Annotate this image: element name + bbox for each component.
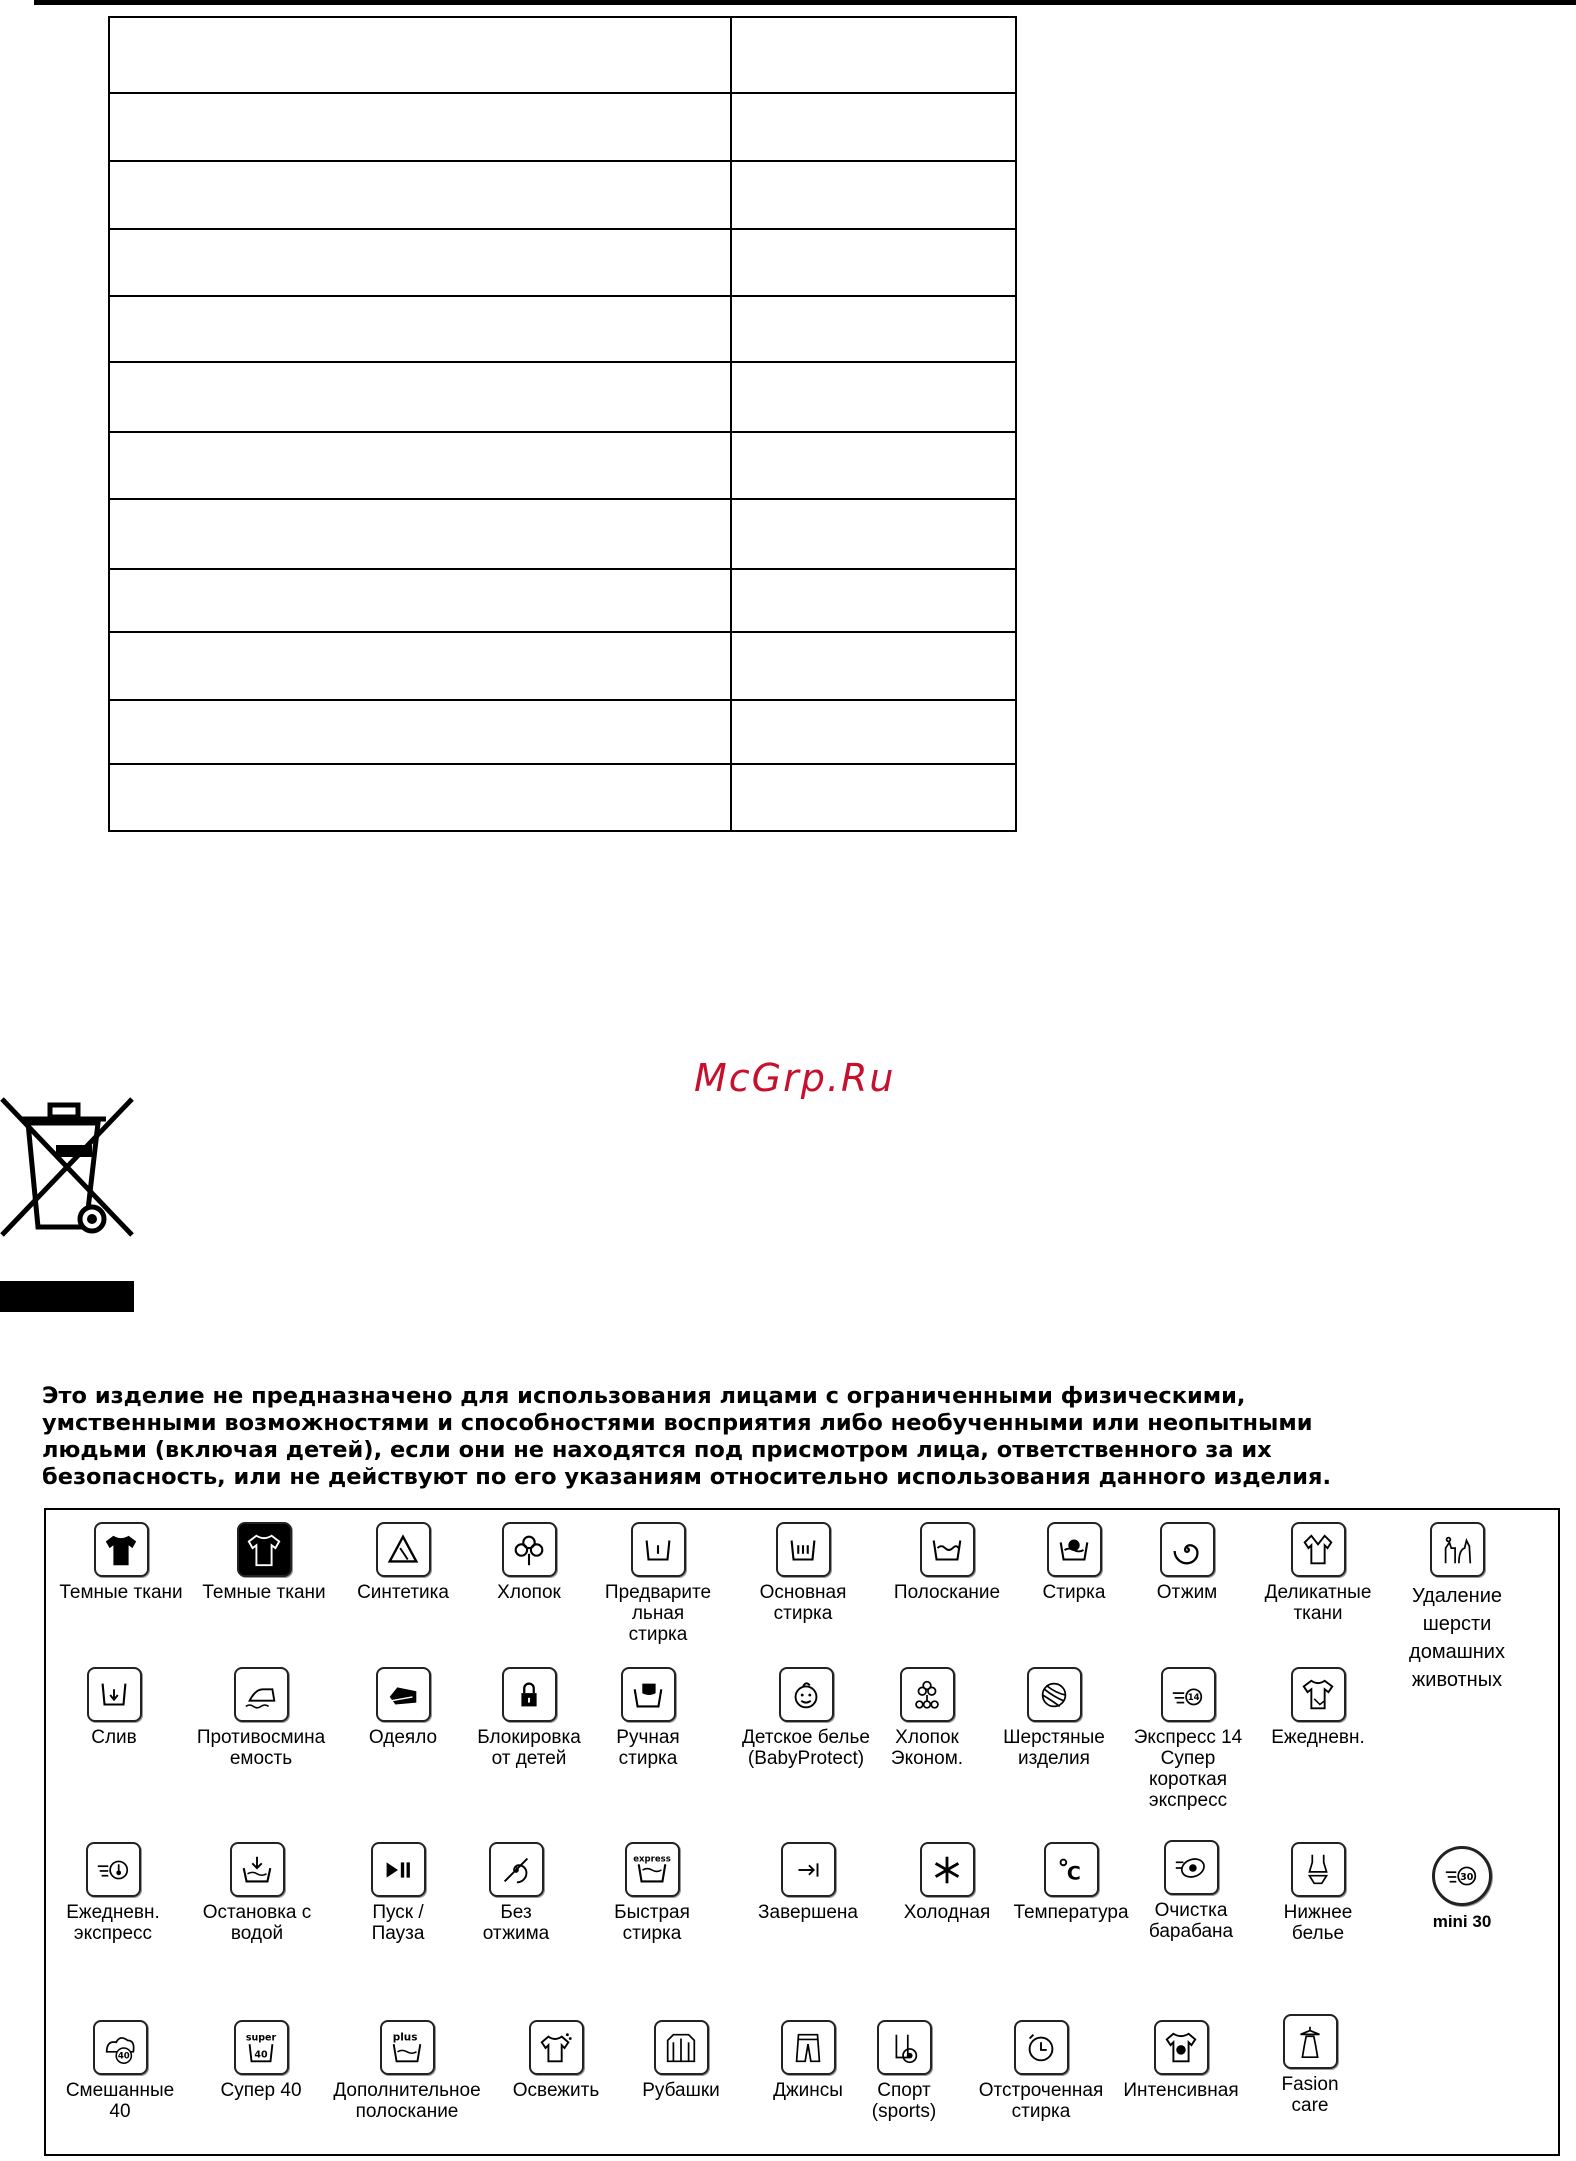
tub-water-icon — [920, 1522, 975, 1577]
table-cell — [109, 296, 731, 362]
table-cell — [731, 764, 1016, 831]
table-cell — [731, 296, 1016, 362]
symbol-dark-fabrics-2: Темные ткани — [179, 1522, 349, 1603]
plus-rinse-icon — [380, 2020, 435, 2075]
symbol-rinse: Полоскание — [862, 1522, 1032, 1603]
drain-icon — [87, 1667, 142, 1722]
symbol-underwear: Нижнее белье — [1233, 1842, 1403, 1944]
symbol-delicate: Деликатные ткани — [1233, 1522, 1403, 1624]
triangle-icon — [376, 1522, 431, 1577]
svg-text:14: 14 — [1187, 1692, 1200, 1703]
symbol-drain: Слив — [29, 1667, 199, 1748]
svg-text:30: 30 — [1460, 1871, 1474, 1883]
table-cell — [109, 161, 731, 229]
celsius-icon — [1044, 1842, 1099, 1897]
finish-arrow-icon — [781, 1842, 836, 1897]
svg-text:C: C — [1066, 1862, 1081, 1884]
symbol-shirts: Рубашки — [596, 2020, 766, 2101]
sport-icon — [877, 2020, 932, 2075]
svg-text:super: super — [245, 2031, 277, 2043]
timer-icon — [1014, 2020, 1069, 2075]
symbol-temperature: C Температура — [986, 1842, 1156, 1923]
weee-bar — [0, 1281, 134, 1312]
symbol-no-spin: Без отжима — [431, 1842, 601, 1944]
table-cell — [731, 632, 1016, 700]
watermark: McGrp.Ru — [694, 1056, 896, 1100]
blank-table — [108, 16, 1017, 832]
symbol-mixed-40: 40 Смешанные 40 — [35, 2020, 205, 2122]
symbol-start-pause: Пуск / Пауза — [313, 1842, 483, 1944]
tub-three-lines-icon — [776, 1522, 831, 1577]
table-cell — [731, 17, 1016, 93]
symbol-baby: Детское белье (BabyProtect) — [721, 1667, 891, 1769]
cotton-eco-icon — [900, 1667, 955, 1722]
table-cell — [109, 229, 731, 296]
tub-one-line-icon — [631, 1522, 686, 1577]
symbol-jeans: Джинсы — [723, 2020, 893, 2101]
symbol-dark-fabrics: Темные ткани — [36, 1522, 206, 1603]
warning-line: людьми (включая детей), если они не находятся под присмотром лица, ответственного за их — [42, 1437, 1272, 1463]
symbol-mini-30: 30 mini 30 — [1377, 1846, 1547, 1932]
spiral-icon — [1160, 1522, 1215, 1577]
symbol-spin: Отжим — [1102, 1522, 1272, 1603]
symbol-synthetic: Синтетика — [318, 1522, 488, 1603]
rinse-hold-icon — [230, 1842, 285, 1897]
symbol-extra-rinse: plus Дополнительное полоскание — [322, 2020, 492, 2122]
symbol-mainwash: Основная стирка — [718, 1522, 888, 1624]
table-cell — [109, 764, 731, 831]
drum-clean-icon — [1164, 1840, 1219, 1895]
warning-line: умственными возможностями и способностями восприятия либо необученными или неопытными — [42, 1410, 1313, 1436]
svg-text:40: 40 — [254, 2049, 268, 2060]
iron-icon — [234, 1667, 289, 1722]
symbol-cotton-eco: Хлопок Эконом. — [842, 1667, 1012, 1769]
symbol-fashion-care: Fasion care — [1225, 2014, 1395, 2116]
table-cell — [731, 161, 1016, 229]
symbol-prewash: Предварите льная стирка — [573, 1522, 743, 1645]
blanket-icon — [376, 1667, 431, 1722]
shirt-icon — [654, 2020, 709, 2075]
play-pause-icon — [371, 1842, 426, 1897]
table-cell — [109, 17, 731, 93]
wash-icon — [1047, 1522, 1102, 1577]
table-cell — [731, 229, 1016, 296]
tshirt-inverse-icon — [237, 1522, 292, 1577]
warning-line: Это изделие не предназначено для использования лицами с ограниченными физическими, — [42, 1383, 1246, 1409]
lock-icon — [502, 1667, 557, 1722]
express-tub-icon — [625, 1842, 680, 1897]
table-cell — [731, 700, 1016, 764]
table-cell — [109, 362, 731, 432]
express-14-icon — [1161, 1667, 1216, 1722]
symbol-wash: Стирка — [989, 1522, 1159, 1603]
symbol-delay: Отстроченная стирка — [956, 2020, 1126, 2122]
top-rule — [34, 0, 1576, 5]
lingerie-icon — [1291, 1842, 1346, 1897]
pet-icon — [1430, 1522, 1485, 1577]
mixed-40-icon — [93, 2020, 148, 2075]
table-cell — [109, 432, 731, 499]
symbol-refresh: Освежить — [471, 2020, 641, 2101]
symbol-child-lock: Блокировка от детей — [444, 1667, 614, 1769]
symbol-handwash: Ручная стирка — [563, 1667, 733, 1769]
table-cell — [731, 499, 1016, 569]
blouse-icon — [1291, 1522, 1346, 1577]
symbol-pet-hair: Удаление шерсти домашних животных — [1372, 1522, 1542, 1694]
symbol-quick-wash: express Быстрая стирка — [567, 1842, 737, 1944]
symbol-drum-clean: Очистка барабана — [1106, 1840, 1276, 1942]
symbol-express-14: 14 Экспресс 14 Супер короткая экспресс — [1103, 1667, 1273, 1811]
daily-express-icon — [86, 1842, 141, 1897]
symbol-sport: Спорт (sports) — [819, 2020, 989, 2122]
cotton-flower-icon — [502, 1522, 557, 1577]
tshirt-icon — [94, 1522, 149, 1577]
hand-wash-icon — [621, 1667, 676, 1722]
table-cell — [109, 499, 731, 569]
table-cell — [109, 700, 731, 764]
snowflake-icon — [920, 1842, 975, 1897]
table-cell — [731, 432, 1016, 499]
svg-text:express: express — [633, 1853, 671, 1864]
safety-warning — [42, 1383, 1342, 1491]
symbol-cold: Холодная — [862, 1842, 1032, 1923]
svg-text:40: 40 — [117, 2050, 130, 2061]
symbol-cotton: Хлопок — [444, 1522, 614, 1603]
table-cell — [109, 632, 731, 700]
table-cell — [731, 569, 1016, 632]
dress-hanger-icon — [1283, 2014, 1338, 2069]
shirt-daily-icon — [1291, 1667, 1346, 1722]
symbol-daily: Ежедневн. — [1233, 1667, 1403, 1748]
symbol-anticrease: Противосмина емость — [176, 1667, 346, 1769]
warning-line: безопасность, или не действуют по его указаниям относительно использования данного изделия. — [42, 1464, 1332, 1490]
baby-face-icon — [779, 1667, 834, 1722]
weee-crossed-bin-icon — [0, 1095, 134, 1237]
table-cell — [731, 93, 1016, 161]
table-cell — [731, 362, 1016, 432]
super-40-icon — [234, 2020, 289, 2075]
symbol-intensive: Интенсивная — [1096, 2020, 1266, 2101]
wool-icon — [1027, 1667, 1082, 1722]
svg-text:plus: plus — [392, 2030, 418, 2043]
symbol-wool: Шерстяные изделия — [969, 1667, 1139, 1769]
symbol-super-40: super 40 Супер 40 — [176, 2020, 346, 2101]
no-spin-icon — [489, 1842, 544, 1897]
symbol-finished: Завершена — [723, 1842, 893, 1923]
mini-30-icon — [1432, 1846, 1492, 1906]
refresh-shirt-icon — [529, 2020, 584, 2075]
symbol-daily-express: Ежедневн. экспресс — [28, 1842, 198, 1944]
table-cell — [109, 93, 731, 161]
symbol-rinse-hold: Остановка с водой — [172, 1842, 342, 1944]
table-cell — [109, 569, 731, 632]
intensive-icon — [1154, 2020, 1209, 2075]
symbol-blanket: Одеяло — [318, 1667, 488, 1748]
